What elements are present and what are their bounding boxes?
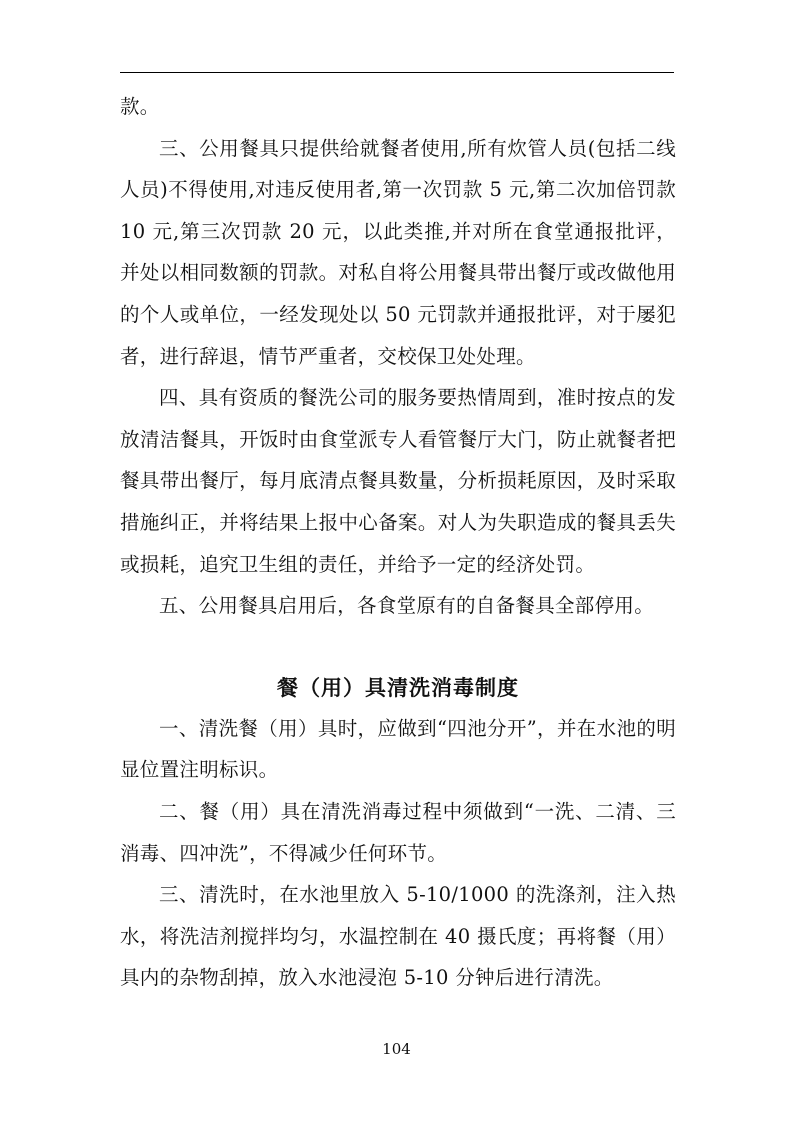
header-rule [120, 72, 674, 73]
paragraph-clean-2: 二、餐（用）具在清洗消毒过程中须做到“一洗、二清、三消毒、四冲洗”，不得减少任何环节。 [120, 799, 676, 865]
continuation-text: 款。 [120, 95, 160, 118]
document-body [120, 86, 676, 999]
section-title: 餐（用）具清洗消毒制度 [277, 675, 519, 700]
paragraph-rule-4: 四、具有资质的餐洗公司的服务要热情周到，准时按点的发放清洁餐具，开饭时由食堂派专人看管餐厅大门，防止就餐者把餐具带出餐厅，每月底清点餐具数量，分析损耗原因，及时采取措施纠正，并将结果上报中心备案。对人为失职造成的餐具丢失或损耗，追究卫生组的责任，并给予一定的经济处罚。 [120, 386, 676, 576]
paragraph-rule-5: 五、公用餐具启用后，各食堂原有的自备餐具全部停用。 [159, 594, 655, 618]
paragraph-clean-1: 一、清洗餐（用）具时，应做到“四池分开”，并在水池的明显位置注明标识。 [120, 716, 676, 782]
paragraph-clean-3: 三、清洗时，在水池里放入 5-10/1000 的洗涤剂，注入热水，将洗洁剂搅拌均匀，水温控制在 40 摄氏度；再将餐（用）具内的杂物刮掉，放入水池浸泡 5-10 分钟后进行清洗。 [120, 883, 676, 990]
page-number: 104 [382, 1040, 411, 1058]
paragraph-rule-3: 三、公用餐具只提供给就餐者使用,所有炊管人员(包括二线人员)不得使用,对违反使用者,第一次罚款 5 元,第二次加倍罚款 10 元,第三次罚款 20 元，以此类推,并对所在食堂通报批评，并处以相同数额的罚款。对私自将公用餐具带出餐厅或改做他用的个人或单位，一经发现处以 50 元罚款并通报批评，对于屡犯者，进行辞退，情节严重者，交校保卫处处理。 [120, 136, 676, 368]
